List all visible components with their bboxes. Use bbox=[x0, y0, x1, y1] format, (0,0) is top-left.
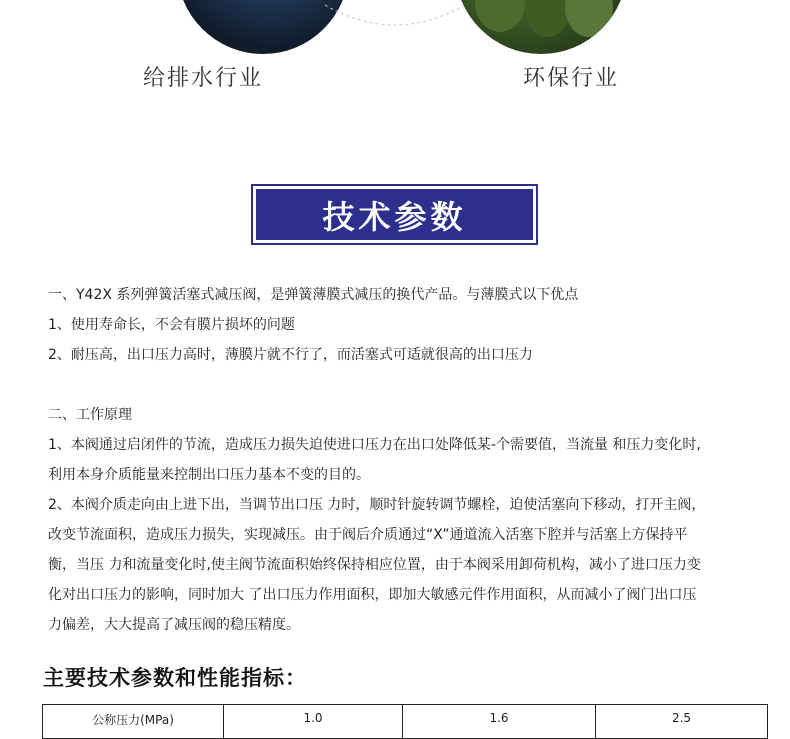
params-table bbox=[42, 704, 768, 739]
table-row bbox=[43, 705, 768, 739]
table-cell: 1.0 bbox=[224, 705, 403, 739]
principle-line: 衡，当压 力和流量变化时,使主阀节流面积始终保持相应位置，由于本阀采用卸荷机构，减小了进口压力变 bbox=[48, 557, 701, 573]
connector-dashed-line bbox=[320, 0, 470, 40]
tree-graphic bbox=[525, 0, 570, 37]
principle-line: 力偏差，大大提高了减压阀的稳压精度。 bbox=[48, 617, 300, 633]
section-title: 技术参数 bbox=[256, 189, 533, 240]
section-title-banner bbox=[251, 184, 538, 245]
table-row-label: 公称压力(MPa) bbox=[43, 705, 224, 739]
principle-line: 利用本身介质能量来控制出口压力基本不变的目的。 bbox=[48, 467, 370, 483]
environment-industry-label: 环保行业 bbox=[523, 66, 620, 91]
water-industry-label: 给排水行业 bbox=[143, 66, 264, 91]
principle-line: 2、本阀介质走向由上进下出，当调节出口压 力时，顺时针旋转调节螺栓，迫使活塞向下移动，打开主阀， bbox=[48, 497, 706, 513]
table-cell: 2.5 bbox=[596, 705, 768, 739]
table-cell: 1.6 bbox=[403, 705, 596, 739]
principle-line: 化对出口压力的影响，同时加大 了出口压力作用面积，即加大敏感元件作用面积，从而减小了阀门出口压 bbox=[48, 587, 697, 603]
tree-graphic bbox=[475, 0, 525, 32]
params-heading: 主要技术参数和性能指标： bbox=[43, 666, 307, 690]
intro-line: 一、Y42X 系列弹簧活塞式减压阀，是弹簧薄膜式减压的换代产品。与薄膜式以下优点 bbox=[48, 287, 579, 303]
principle-heading: 二、工作原理 bbox=[48, 407, 132, 423]
tree-graphic bbox=[565, 0, 613, 37]
intro-line: 2、耐压高，出口压力高时，薄膜片就不行了，而活塞式可适就很高的出口压力 bbox=[48, 347, 533, 363]
environment-industry-photo bbox=[455, 0, 627, 54]
principle-line: 改变节流面积，造成压力损失，实现减压。由于阀后介质通过“X”通道流入活塞下腔并与活塞上方保持平 bbox=[48, 527, 688, 543]
principle-paragraph bbox=[48, 400, 760, 640]
principle-line: 1、本阀通过启闭件的节流，造成压力损失迫使进口压力在出口处降低某-个需要值，当流量 和压力变化时, bbox=[48, 437, 701, 453]
intro-paragraph bbox=[48, 280, 760, 370]
intro-line: 1、使用寿命长，不会有膜片损坏的问题 bbox=[48, 317, 295, 333]
